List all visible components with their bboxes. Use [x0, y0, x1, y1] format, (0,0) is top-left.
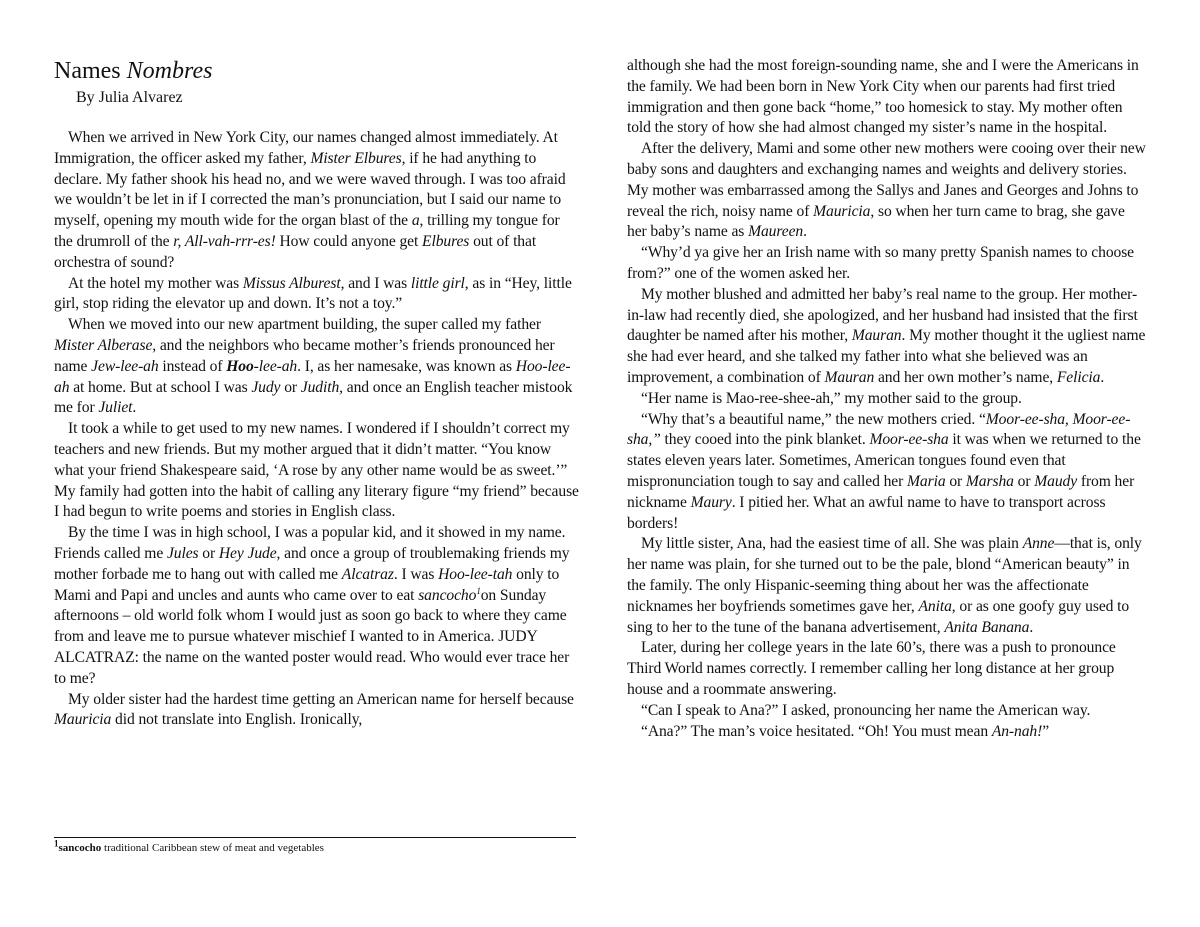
- paragraph: although she had the most foreign-sounding name, she and I were the Americans in the family. We had been born in New York City when our parents had first tried immigration and then gone back “home,” too homesick to stay. My mother often told the story of how she had almost changed my sister’s name in the hospital.: [627, 57, 1139, 137]
- paragraph: “Why’d ya give her an Irish name with so many pretty Spanish names to choose from?” one of the women asked her.: [627, 244, 1135, 282]
- paragraph: My older sister had the hardest time getting an American name for herself because Mauricia did not translate into English. Ironically,: [54, 690, 574, 729]
- left-column: [54, 128, 579, 731]
- byline: By Julia Alvarez: [76, 89, 183, 106]
- right-column: [627, 56, 1147, 742]
- paragraph: When we moved into our new apartment building, the super called my father Mister Alberase, and the neighbors who became mother’s friends pronounced her name Jew-lee-ah instead of Hoo-lee-ah. I, as her namesake, was known as Hoo-lee-ah at home. But at school I was Judy or Judith, and once an English teacher mistook me for Juliet.: [54, 316, 573, 417]
- footnote: $^1$sancocho traditional Caribbean stew of meat and vegetables: [54, 838, 324, 854]
- paragraph: My mother blushed and admitted her baby’s real name to the group. Her mother-in-law had recently died, she apologized, and her husband had insisted that the first daughter be named after his mother, Mauran. My mother thought it the ugliest name she had ever heard, and she talked my father into what she believed was an improvement, a combination of Mauran and her own mother’s name, Felicia.: [627, 285, 1146, 386]
- paragraph: After the delivery, Mami and some other new mothers were cooing over their new baby sons and daughters and exchanging names and weights and delivery stories. My mother was embarrassed among the Sallys and Janes and Georges and Johns to reveal the rich, noisy name of Mauricia, so when her turn came to brag, she gave her baby’s name as Maureen.: [627, 140, 1146, 241]
- footnote-divider: [54, 837, 576, 838]
- paragraph: “Can I speak to Ana?” I asked, pronouncing her name the American way.: [641, 701, 1091, 719]
- footnote-term: sancocho: [58, 842, 102, 854]
- paragraph: By the time I was in high school, I was a popular kid, and it showed in my name. Friends called me Jules or Hey Jude, and once a group of troublemaking friends my mother forbade me to hang out with called me Alcatraz. I was Hoo-lee-tah only to Mami and Papi and uncles and aunts who came over to eat sancocho$^1$on Sunday afternoons – old world folk whom I would just as soon go back to where they came from and leave me to pursue whatever mischief I wanted to in America. JUDY ALCATRAZ: the name on the wanted poster would read. Who would ever trace her to me?: [54, 524, 570, 687]
- paragraph: It took a while to get used to my new names. I wondered if I shouldn’t correct my teachers and new friends. But my mother argued that it didn’t matter. “You know what your friend Shakespeare said, ‘A rose by any other name would be as sweet.’” My family had gotten into the habit of calling any literary figure “my friend” because I had begun to write poems and stories in English class.: [54, 420, 579, 521]
- title-main: Names: [54, 58, 121, 84]
- document-title: [54, 57, 212, 85]
- paragraph: “Why that’s a beautiful name,” the new mothers cried. “Moor-ee-sha, Moor-ee-sha,” they cooed into the pink blanket. Moor-ee-sha it was when we returned to the states eleven years later. Sometimes, American tongues found even that mispronunciation tough to say and called her Maria or Marsha or Maudy from her nickname Maury. I pitied her. What an awful name to have to transport across borders!: [627, 410, 1141, 532]
- paragraph: When we arrived in New York City, our names changed almost immediately. At Immigration, the officer asked my father, Mister Elbures, if he had anything to declare. My father shook his head no, and we were waved through. I was too afraid we wouldn’t be let in if I corrected the man’s pronunciation, but I said our name to myself, opening my mouth wide for the organ blast of the a, trilling my tongue for the drumroll of the r, All-vah-rrr-es! How could anyone get Elbures out of that orchestra of sound?: [54, 129, 566, 271]
- title-italic: Nombres: [126, 58, 213, 84]
- footnote-reference: 1: [476, 585, 481, 596]
- paragraph: “Ana?” The man’s voice hesitated. “Oh! You must mean An-nah!”: [641, 722, 1050, 740]
- paragraph: “Her name is Mao-ree-shee-ah,” my mother said to the group.: [641, 389, 1022, 407]
- paragraph: My little sister, Ana, had the easiest time of all. She was plain Anne—that is, only her name was plain, for she turned out to be the pale, blond “American beauty” in the family. The only Hispanic-seeming thing about her was the affectionate nicknames her boyfriends sometimes gave her, Anita, or as one goofy guy used to sing to her to the tune of the banana advertisement, Anita Banana.: [627, 535, 1142, 636]
- paragraph: Later, during her college years in the late 60’s, there was a push to pronounce Third World names correctly. I remember calling her long distance at her group house and a roommate answering.: [627, 639, 1116, 698]
- paragraph: At the hotel my mother was Missus Alburest, and I was little girl, as in “Hey, little girl, stop riding the elevator up and down. It’s not a toy.”: [54, 274, 572, 313]
